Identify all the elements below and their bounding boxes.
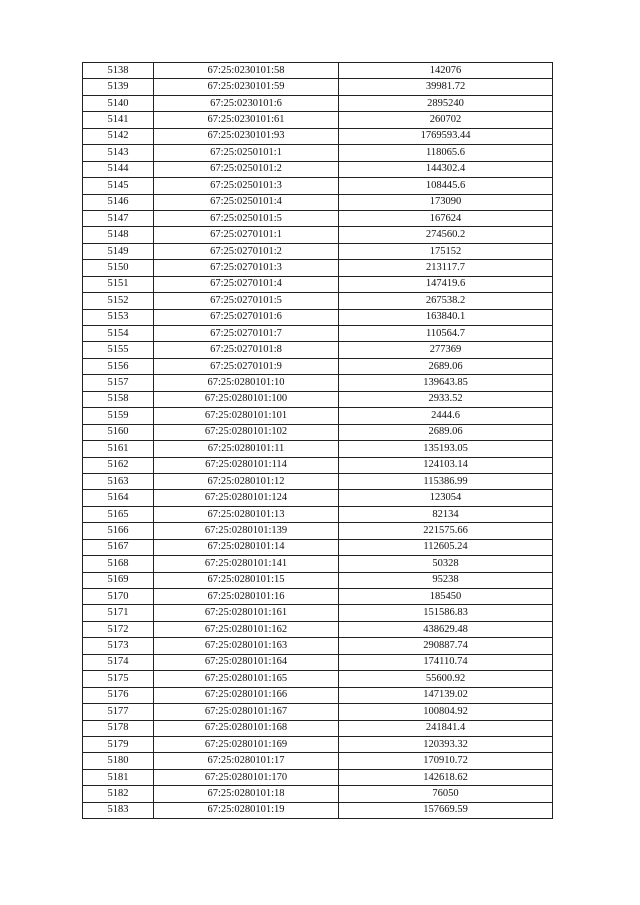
cadastral-number-cell: 67:25:0270101:9 xyxy=(154,358,339,374)
row-number-cell: 5173 xyxy=(83,638,154,654)
row-number-cell: 5150 xyxy=(83,260,154,276)
cadastral-number-cell: 67:25:0280101:16 xyxy=(154,589,339,605)
row-number-cell: 5148 xyxy=(83,227,154,243)
value-cell: 108445.6 xyxy=(339,178,553,194)
value-cell: 142618.62 xyxy=(339,769,553,785)
row-number-cell: 5169 xyxy=(83,572,154,588)
value-cell: 1769593.44 xyxy=(339,128,553,144)
table-row xyxy=(83,424,553,440)
row-number-cell: 5157 xyxy=(83,375,154,391)
value-cell: 185450 xyxy=(339,589,553,605)
value-cell: 174110.74 xyxy=(339,654,553,670)
value-cell: 2689.06 xyxy=(339,424,553,440)
value-cell: 167624 xyxy=(339,210,553,226)
table-row xyxy=(83,391,553,407)
cadastral-number-cell: 67:25:0230101:93 xyxy=(154,128,339,144)
table-row xyxy=(83,589,553,605)
row-number-cell: 5146 xyxy=(83,194,154,210)
table-row xyxy=(83,309,553,325)
row-number-cell: 5180 xyxy=(83,753,154,769)
table-row xyxy=(83,243,553,259)
row-number-cell: 5151 xyxy=(83,276,154,292)
table-row xyxy=(83,441,553,457)
table-row xyxy=(83,671,553,687)
row-number-cell: 5176 xyxy=(83,687,154,703)
row-number-cell: 5164 xyxy=(83,490,154,506)
value-cell: 123054 xyxy=(339,490,553,506)
cadastral-number-cell: 67:25:0280101:101 xyxy=(154,408,339,424)
cadastral-number-cell: 67:25:0280101:170 xyxy=(154,769,339,785)
row-number-cell: 5139 xyxy=(83,79,154,95)
table-row xyxy=(83,621,553,637)
row-number-cell: 5152 xyxy=(83,293,154,309)
value-cell: 175152 xyxy=(339,243,553,259)
table-body xyxy=(83,63,553,819)
cadastral-number-cell: 67:25:0270101:5 xyxy=(154,293,339,309)
table-row xyxy=(83,95,553,111)
cadastral-number-cell: 67:25:0280101:161 xyxy=(154,605,339,621)
row-number-cell: 5162 xyxy=(83,457,154,473)
table-row xyxy=(83,128,553,144)
cadastral-value-table xyxy=(82,62,553,819)
value-cell: 2689.06 xyxy=(339,358,553,374)
row-number-cell: 5154 xyxy=(83,326,154,342)
row-number-cell: 5165 xyxy=(83,506,154,522)
cadastral-number-cell: 67:25:0270101:3 xyxy=(154,260,339,276)
value-cell: 76050 xyxy=(339,786,553,802)
cadastral-number-cell: 67:25:0270101:6 xyxy=(154,309,339,325)
row-number-cell: 5177 xyxy=(83,704,154,720)
table-row xyxy=(83,178,553,194)
cadastral-number-cell: 67:25:0280101:12 xyxy=(154,473,339,489)
cadastral-number-cell: 67:25:0280101:141 xyxy=(154,556,339,572)
table-row xyxy=(83,457,553,473)
table-row xyxy=(83,786,553,802)
row-number-cell: 5161 xyxy=(83,441,154,457)
row-number-cell: 5175 xyxy=(83,671,154,687)
value-cell: 213117.7 xyxy=(339,260,553,276)
table-row xyxy=(83,769,553,785)
cadastral-number-cell: 67:25:0230101:6 xyxy=(154,95,339,111)
table-row xyxy=(83,194,553,210)
table-row xyxy=(83,654,553,670)
value-cell: 290887.74 xyxy=(339,638,553,654)
row-number-cell: 5140 xyxy=(83,95,154,111)
row-number-cell: 5147 xyxy=(83,210,154,226)
value-cell: 147139.02 xyxy=(339,687,553,703)
value-cell: 170910.72 xyxy=(339,753,553,769)
table-row xyxy=(83,408,553,424)
cadastral-number-cell: 67:25:0230101:59 xyxy=(154,79,339,95)
table-row xyxy=(83,605,553,621)
value-cell: 112605.24 xyxy=(339,539,553,555)
cadastral-number-cell: 67:25:0280101:167 xyxy=(154,704,339,720)
value-cell: 39981.72 xyxy=(339,79,553,95)
cadastral-number-cell: 67:25:0280101:162 xyxy=(154,621,339,637)
row-number-cell: 5168 xyxy=(83,556,154,572)
value-cell: 260702 xyxy=(339,112,553,128)
row-number-cell: 5170 xyxy=(83,589,154,605)
cadastral-number-cell: 67:25:0280101:18 xyxy=(154,786,339,802)
cadastral-number-cell: 67:25:0280101:14 xyxy=(154,539,339,555)
row-number-cell: 5158 xyxy=(83,391,154,407)
row-number-cell: 5141 xyxy=(83,112,154,128)
table-row xyxy=(83,79,553,95)
cadastral-number-cell: 67:25:0280101:102 xyxy=(154,424,339,440)
table-row xyxy=(83,556,553,572)
row-number-cell: 5163 xyxy=(83,473,154,489)
cadastral-number-cell: 67:25:0280101:100 xyxy=(154,391,339,407)
table-row xyxy=(83,227,553,243)
cadastral-number-cell: 67:25:0280101:13 xyxy=(154,506,339,522)
row-number-cell: 5159 xyxy=(83,408,154,424)
cadastral-number-cell: 67:25:0280101:15 xyxy=(154,572,339,588)
cadastral-number-cell: 67:25:0270101:8 xyxy=(154,342,339,358)
cadastral-number-cell: 67:25:0280101:11 xyxy=(154,441,339,457)
row-number-cell: 5138 xyxy=(83,63,154,79)
value-cell: 135193.05 xyxy=(339,441,553,457)
row-number-cell: 5181 xyxy=(83,769,154,785)
cadastral-number-cell: 67:25:0270101:2 xyxy=(154,243,339,259)
cadastral-number-cell: 67:25:0270101:4 xyxy=(154,276,339,292)
table-row xyxy=(83,506,553,522)
value-cell: 118065.6 xyxy=(339,145,553,161)
value-cell: 124103.14 xyxy=(339,457,553,473)
cadastral-number-cell: 67:25:0280101:168 xyxy=(154,720,339,736)
row-number-cell: 5142 xyxy=(83,128,154,144)
value-cell: 173090 xyxy=(339,194,553,210)
row-number-cell: 5144 xyxy=(83,161,154,177)
row-number-cell: 5166 xyxy=(83,523,154,539)
value-cell: 120393.32 xyxy=(339,736,553,752)
row-number-cell: 5171 xyxy=(83,605,154,621)
value-cell: 277369 xyxy=(339,342,553,358)
value-cell: 110564.7 xyxy=(339,326,553,342)
table-row xyxy=(83,736,553,752)
cadastral-number-cell: 67:25:0280101:163 xyxy=(154,638,339,654)
row-number-cell: 5156 xyxy=(83,358,154,374)
table-row xyxy=(83,802,553,818)
value-cell: 163840.1 xyxy=(339,309,553,325)
table-row xyxy=(83,63,553,79)
table-row xyxy=(83,375,553,391)
value-cell: 55600.92 xyxy=(339,671,553,687)
value-cell: 50328 xyxy=(339,556,553,572)
table-row xyxy=(83,572,553,588)
table-row xyxy=(83,358,553,374)
table-row xyxy=(83,161,553,177)
table-row xyxy=(83,638,553,654)
value-cell: 144302.4 xyxy=(339,161,553,177)
cadastral-number-cell: 67:25:0280101:164 xyxy=(154,654,339,670)
value-cell: 2933.52 xyxy=(339,391,553,407)
table-row xyxy=(83,523,553,539)
value-cell: 95238 xyxy=(339,572,553,588)
table-row xyxy=(83,473,553,489)
table-row xyxy=(83,753,553,769)
table-row xyxy=(83,210,553,226)
row-number-cell: 5179 xyxy=(83,736,154,752)
cadastral-number-cell: 67:25:0280101:10 xyxy=(154,375,339,391)
value-cell: 2444.6 xyxy=(339,408,553,424)
table-row xyxy=(83,276,553,292)
row-number-cell: 5155 xyxy=(83,342,154,358)
value-cell: 157669.59 xyxy=(339,802,553,818)
table-row xyxy=(83,326,553,342)
cadastral-number-cell: 67:25:0270101:1 xyxy=(154,227,339,243)
row-number-cell: 5178 xyxy=(83,720,154,736)
value-cell: 274560.2 xyxy=(339,227,553,243)
cadastral-number-cell: 67:25:0280101:165 xyxy=(154,671,339,687)
value-cell: 438629.48 xyxy=(339,621,553,637)
cadastral-number-cell: 67:25:0250101:2 xyxy=(154,161,339,177)
cadastral-number-cell: 67:25:0280101:114 xyxy=(154,457,339,473)
table-row xyxy=(83,687,553,703)
cadastral-number-cell: 67:25:0280101:19 xyxy=(154,802,339,818)
table-row xyxy=(83,704,553,720)
row-number-cell: 5174 xyxy=(83,654,154,670)
table-row xyxy=(83,145,553,161)
table-row xyxy=(83,342,553,358)
table-row xyxy=(83,539,553,555)
cadastral-number-cell: 67:25:0280101:139 xyxy=(154,523,339,539)
row-number-cell: 5183 xyxy=(83,802,154,818)
table-row xyxy=(83,293,553,309)
value-cell: 142076 xyxy=(339,63,553,79)
cadastral-number-cell: 67:25:0270101:7 xyxy=(154,326,339,342)
cadastral-number-cell: 67:25:0280101:124 xyxy=(154,490,339,506)
value-cell: 115386.99 xyxy=(339,473,553,489)
value-cell: 82134 xyxy=(339,506,553,522)
row-number-cell: 5149 xyxy=(83,243,154,259)
value-cell: 100804.92 xyxy=(339,704,553,720)
row-number-cell: 5172 xyxy=(83,621,154,637)
value-cell: 241841.4 xyxy=(339,720,553,736)
cadastral-number-cell: 67:25:0230101:58 xyxy=(154,63,339,79)
cadastral-number-cell: 67:25:0250101:4 xyxy=(154,194,339,210)
cadastral-number-cell: 67:25:0250101:5 xyxy=(154,210,339,226)
row-number-cell: 5160 xyxy=(83,424,154,440)
cadastral-number-cell: 67:25:0250101:3 xyxy=(154,178,339,194)
table-row xyxy=(83,720,553,736)
cadastral-number-cell: 67:25:0280101:166 xyxy=(154,687,339,703)
row-number-cell: 5143 xyxy=(83,145,154,161)
value-cell: 151586.83 xyxy=(339,605,553,621)
row-number-cell: 5145 xyxy=(83,178,154,194)
row-number-cell: 5167 xyxy=(83,539,154,555)
row-number-cell: 5153 xyxy=(83,309,154,325)
cadastral-number-cell: 67:25:0280101:17 xyxy=(154,753,339,769)
value-cell: 147419.6 xyxy=(339,276,553,292)
value-cell: 139643.85 xyxy=(339,375,553,391)
table-row xyxy=(83,490,553,506)
cadastral-number-cell: 67:25:0250101:1 xyxy=(154,145,339,161)
cadastral-number-cell: 67:25:0230101:61 xyxy=(154,112,339,128)
cadastral-number-cell: 67:25:0280101:169 xyxy=(154,736,339,752)
table-row xyxy=(83,112,553,128)
value-cell: 267538.2 xyxy=(339,293,553,309)
row-number-cell: 5182 xyxy=(83,786,154,802)
value-cell: 221575.66 xyxy=(339,523,553,539)
table-row xyxy=(83,260,553,276)
value-cell: 2895240 xyxy=(339,95,553,111)
